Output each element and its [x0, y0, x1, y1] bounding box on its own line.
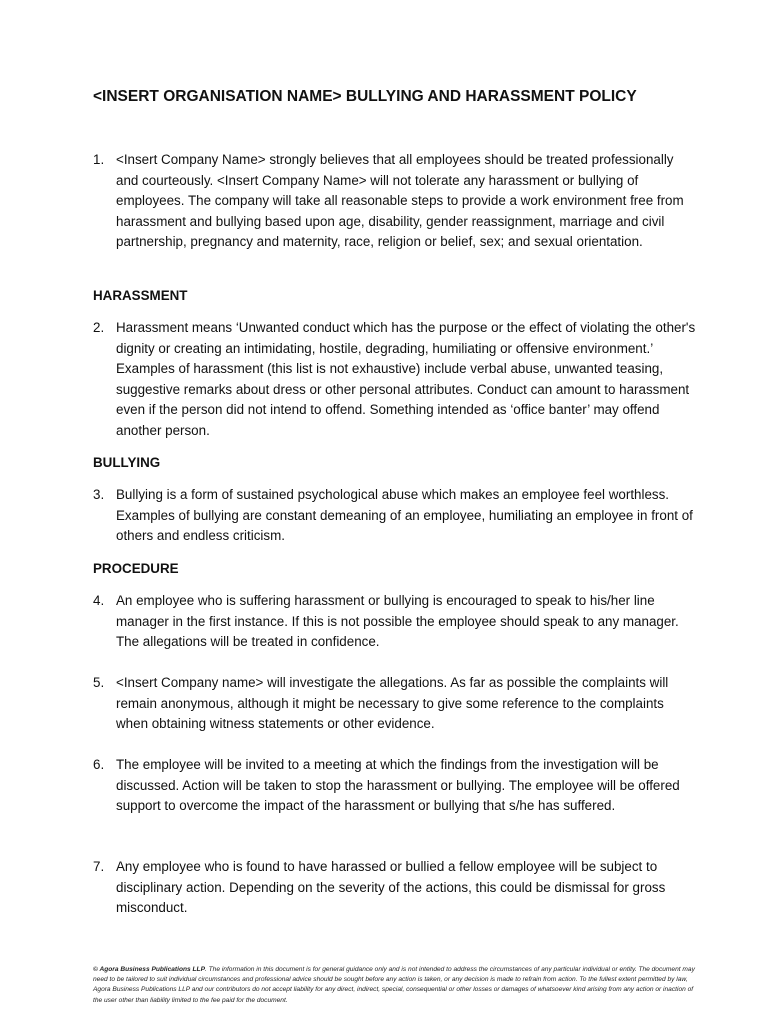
policy-paragraph-7	[93, 857, 697, 919]
paragraph-text: Any employee who is found to have harassed or bullied a fellow employee will be subject to disciplinary action. Depending on the severity of the actions, this could be dismissal for gross misconduct.	[116, 859, 666, 915]
page-title: <INSERT ORGANISATION NAME> BULLYING AND HARASSMENT POLICY	[93, 88, 637, 105]
paragraph-text: <Insert Company Name> strongly believes that all employees should be treated professionally and courteously. <Insert Company Name> will not tolerate any harassment or bullying of employees. The company will take all reasonable steps to provide a work environment free from harassment and bullying based upon age, disability, gender reassignment, marriage and civil partnership, pregnancy and maternity, race, religion or belief, sex; and sexual orientation.	[116, 152, 684, 249]
policy-paragraph-1	[93, 150, 697, 253]
paragraph-number: 2.	[93, 320, 105, 335]
policy-paragraph-3	[93, 485, 697, 547]
paragraph-number: 6.	[93, 757, 105, 772]
paragraph-text: The employee will be invited to a meeting at which the findings from the investigation will be discussed. Action will be taken to stop the harassment or bullying. The employee will be offered support to overcome the impact of the harassment or bullying that s/he has suffered.	[116, 757, 680, 813]
footer-copyright: © Agora Business Publications LLP	[93, 966, 205, 973]
paragraph-number: 7.	[93, 859, 105, 874]
footer-disclaimer-text: . The information in this document is for general guidance only and is not intended to address the circumstances of any particular individual or entity. The document may need to be tailored to suit individual circumstances and professional advice should be sought before any action is taken, or any decision is made to refrain from action. To the fullest extent permitted by law, Agora Business Publications LLP and our contributors do not accept liability for any direct, indirect, special, consequential or other losses or damages of whatsoever kind arising from any action or inaction of the user other than liability limited to the fee paid for the document.	[93, 966, 695, 1004]
paragraph-number: 4.	[93, 593, 105, 608]
section-heading-procedure: PROCEDURE	[93, 561, 179, 576]
policy-paragraph-6	[93, 755, 697, 817]
policy-paragraph-2	[93, 318, 697, 441]
footer-disclaimer	[93, 965, 697, 1006]
policy-paragraph-4	[93, 591, 697, 653]
paragraph-text: An employee who is suffering harassment or bullying is encouraged to speak to his/her line manager in the first instance. If this is not possible the employee should speak to any manager. The allegations will be treated in confidence.	[116, 593, 679, 649]
paragraph-text: Bullying is a form of sustained psychological abuse which makes an employee feel worthless. Examples of bullying are constant demeaning of an employee, humiliating an employee in front of others and endless criticism.	[116, 487, 693, 543]
policy-paragraph-5	[93, 673, 697, 735]
section-heading-harassment: HARASSMENT	[93, 288, 188, 303]
paragraph-number: 3.	[93, 487, 105, 502]
paragraph-text: Harassment means ‘Unwanted conduct which has the purpose or the effect of violating the other's dignity or creating an intimidating, hostile, degrading, humiliating or offensive environment.’ Examples of harassment (this list is not exhaustive) include verbal abuse, unwanted teasing, suggestive remarks about dress or other personal attributes. Conduct can amount to harassment even if the person did not intend to offend. Something intended as ‘office banter’ may offend another person.	[116, 320, 696, 438]
paragraph-text: <Insert Company name> will investigate the allegations. As far as possible the complaints will remain anonymous, although it might be necessary to give some reference to the complaints when obtaining witness statements or other evidence.	[116, 675, 669, 731]
section-heading-bullying: BULLYING	[93, 455, 161, 470]
paragraph-number: 5.	[93, 675, 105, 690]
paragraph-number: 1.	[93, 152, 105, 167]
